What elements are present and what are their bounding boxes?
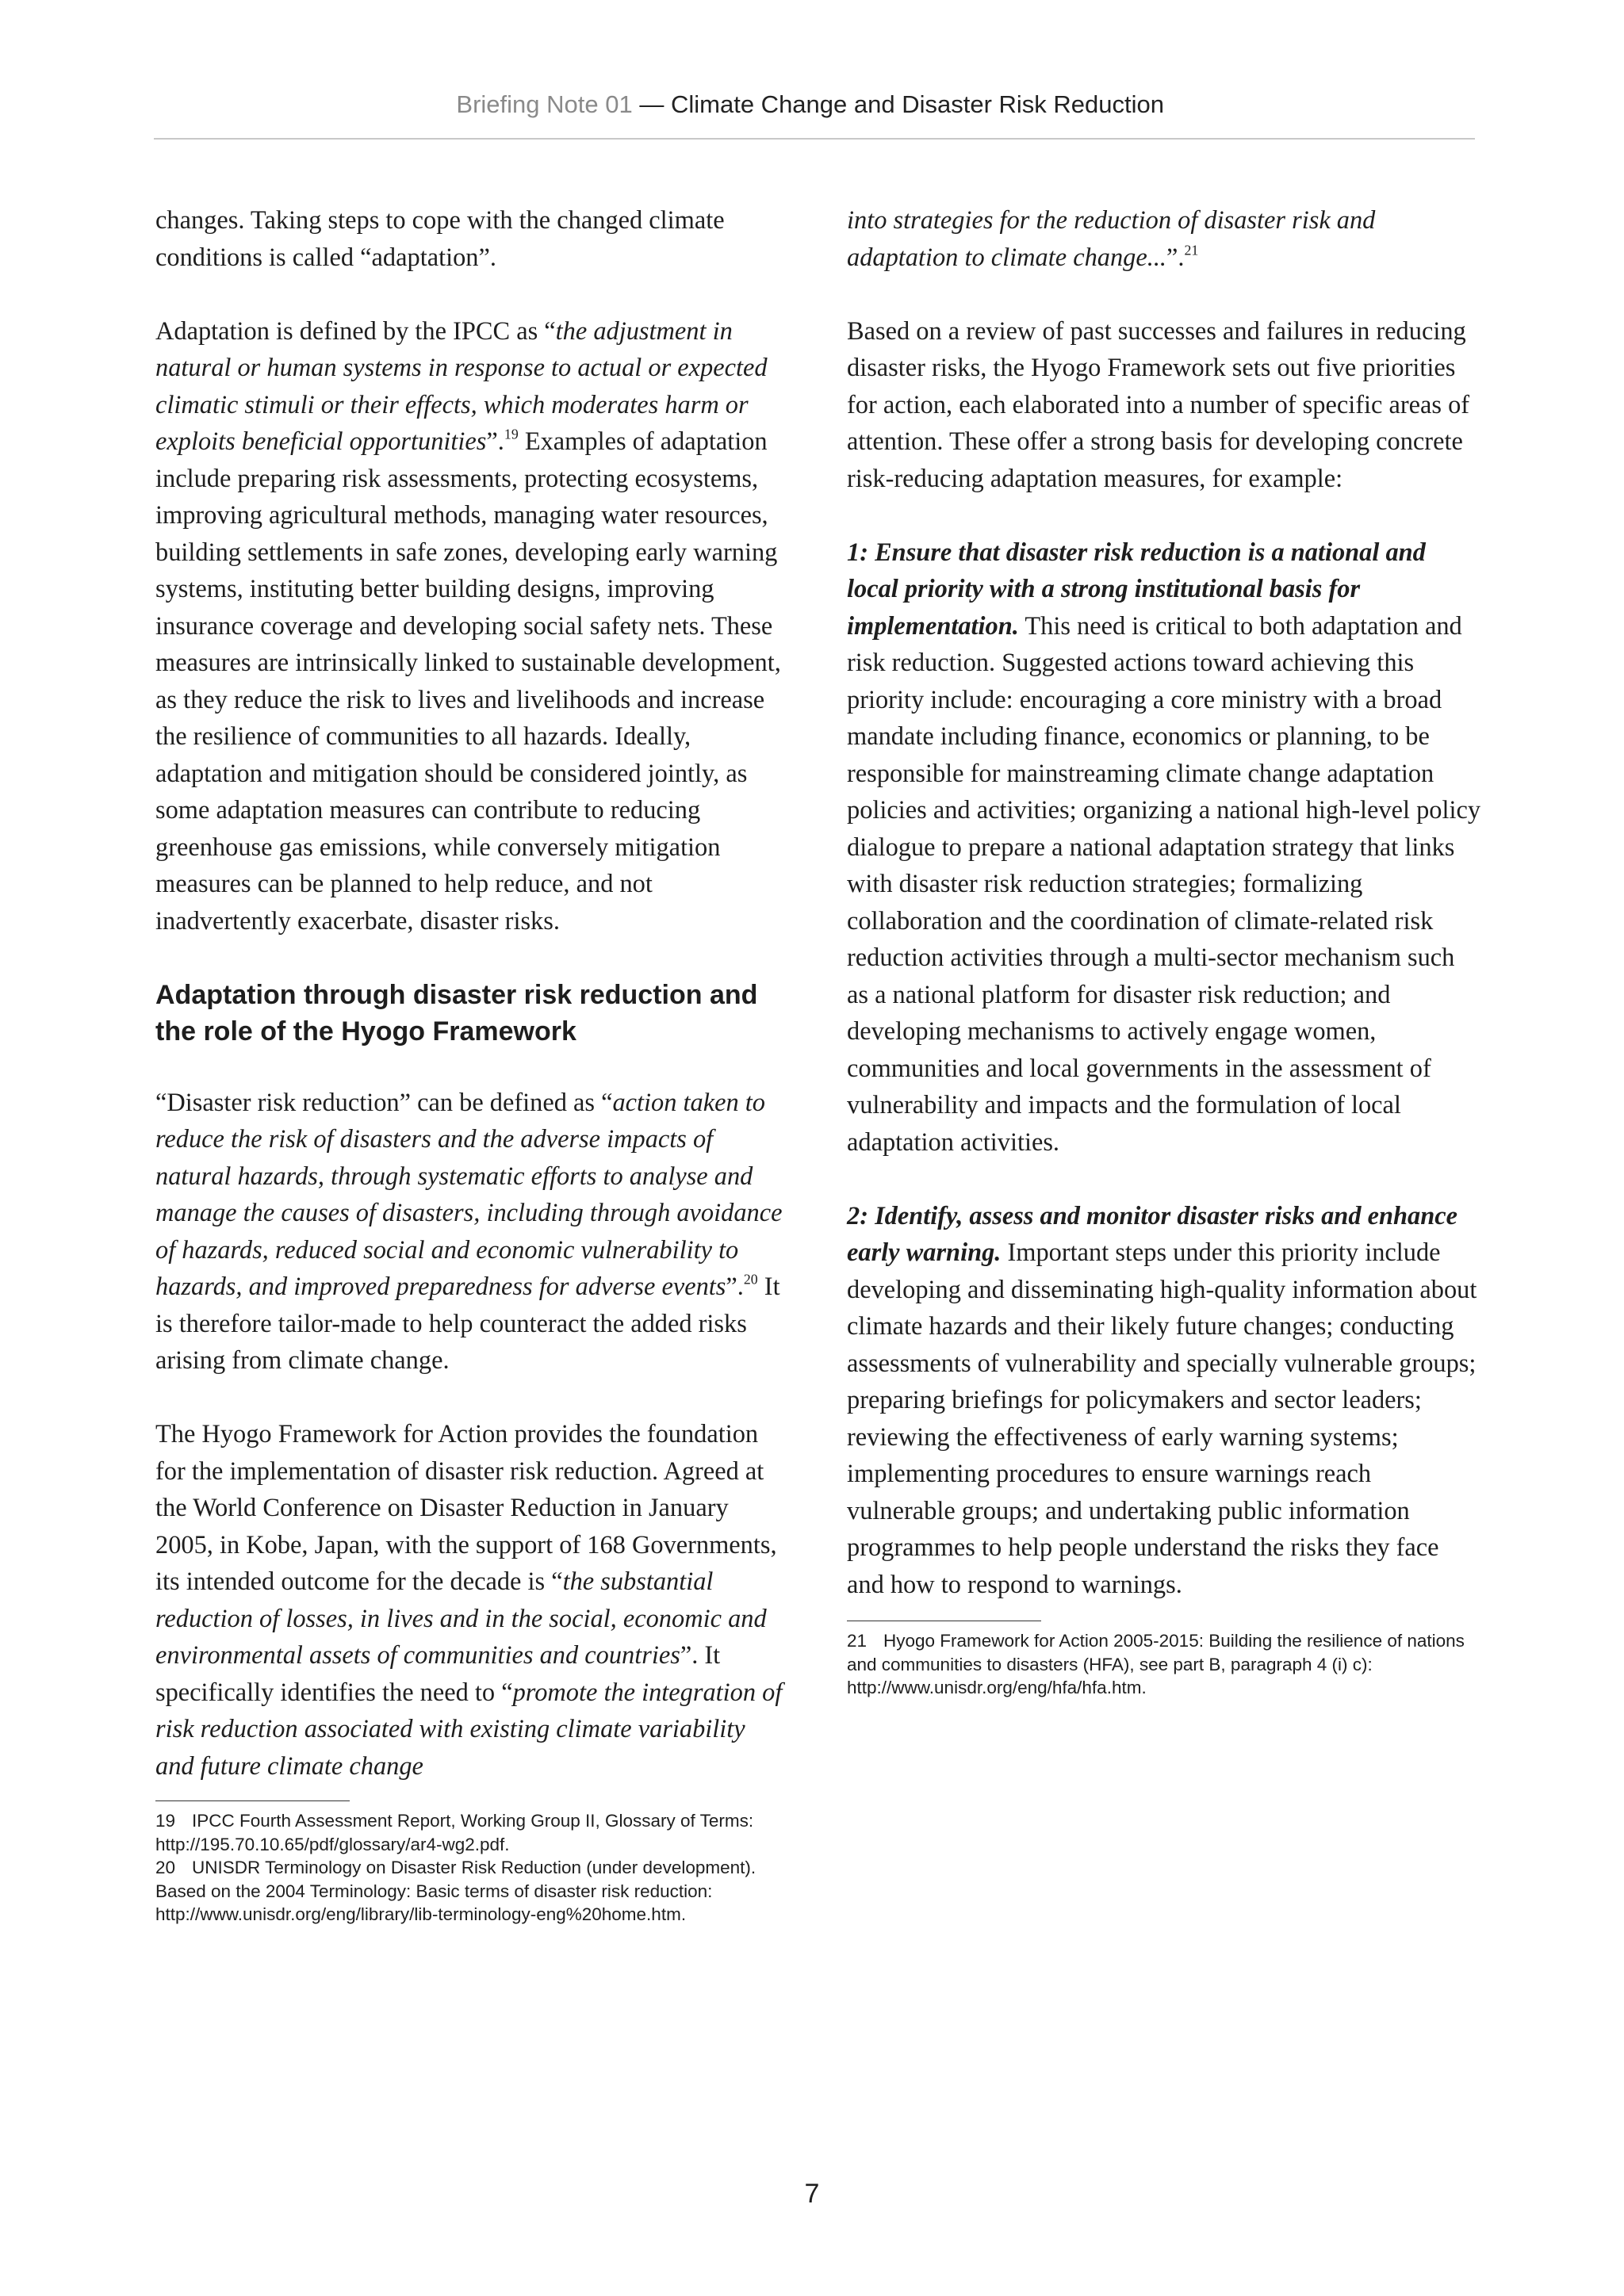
priority-title: 2: Identify, assess and monitor disaster risks and enhance early warning. [847,1201,1457,1267]
section-heading: Adaptation through disaster risk reduction and the role of the Hyogo Framework [155,979,758,1047]
drr-quote: action taken to reduce the risk of disasters and the adverse impacts of natural hazards, through systematic efforts to analyse and manage the causes of disasters, including through avoidance of hazards, reduced social and economic vulnerability to hazards, and improved preparedness for adverse events [155,1088,783,1301]
footnote-divider [155,1800,350,1801]
priority-title: 1: Ensure that disaster risk reduction is a national and local priority with a strong institutional basis for implementation. [847,538,1426,641]
footnote: 20 UNISDR Terminology on Disaster Risk Reduction (under development). Based on the 2004 Terminology: Basic terms of disaster risk reduction: http://www.unisdr.org/eng/library/lib-terminology-eng%20home.htm. [155,1858,756,1924]
running-header [154,90,1475,140]
footnote-ref: 20 [743,1271,758,1288]
paragraph: Based on a review of past successes and failures in reducing disaster risks, the Hyogo Framework sets out five priorities for action, each elaborated into a number of specific areas of attention. These offer a strong basis for developing concrete risk-reducing adaptation measures, for example: [847,316,1470,493]
paragraph-continued-quote: into strategies for the reduction of disaster risk and adaptation to climate change...”.$^{21}$ [847,206,1376,272]
paragraph-hyogo-framework: The Hyogo Framework for Action provides the foundation for the implementation of disaster risk reduction. Agreed at the World Conference on Disaster Reduction in January 2005, in Kobe, Japan, with the support of 168 Governments, its intended outcome for the decade is “the substantial reduction of losses, in lives and in the social, economic and environmental assets of communities and countries”. It specifically identifies the need to “promote the integration of risk reduction associated with existing climate variability and future climate change [155,1420,783,1781]
footnote-text: UNISDR Terminology on Disaster Risk Reduction (under development). Based on the 2004 Terminology: Basic terms of disaster risk reduction: http://www.unisdr.org/eng/library/lib-terminology-eng%20home.htm. [155,1858,756,1924]
footnote: 19 IPCC Fourth Assessment Report, Working Group II, Glossary of Terms: http://195.70.10.65/pdf/glossary/ar4-wg2.pdf. [155,1811,754,1854]
right-column [847,202,1481,1700]
paragraph-adaptation-definition: Adaptation is defined by the IPCC as “the adjustment in natural or human systems in response to actual or expected climatic stimuli or their effects, which moderates harm or exploits beneficial opportunities”.$^{19}$ Examples of adaptation include preparing risk assessments, protecting ecosystems, improving agricultural methods, managing water resources, building settlements in safe zones, developing early warning systems, instituting better building designs, improving insurance coverage and developing social safety nets. These measures are intrinsically linked to sustainable development, as they reduce the risk to lives and livelihoods and increase the resilience of communities to all hazards. Ideally, adaptation and mitigation should be considered jointly, as some adaptation measures can contribute to reducing greenhouse gas emissions, while conversely mitigation measures can be planned to help reduce, and not inadvertently exacerbate, disaster risks. [155,316,781,936]
left-column [155,202,790,1927]
ipcc-quote: the adjustment in natural or human systems in response to actual or expected climatic stimuli or their effects, which moderates harm or exploits beneficial opportunities [155,316,768,456]
paragraph-drr-definition: “Disaster risk reduction” can be defined as “action taken to reduce the risk of disasters and the adverse impacts of natural hazards, through systematic efforts to analyse and manage the causes of disasters, including through avoidance of hazards, reduced social and economic vulnerability to hazards, and improved preparedness for adverse events”.$^{20}$ It is therefore tailor-made to help counteract the added risks arising from climate change. [155,1088,783,1375]
footnote-text: IPCC Fourth Assessment Report, Working Group II, Glossary of Terms: http://195.70.10.65/pdf/glossary/ar4-wg2.pdf. [155,1811,754,1854]
hyogo-quote-2: promote the integration of risk reduction associated with existing climate variability and future climate change [155,1678,783,1781]
header-dash: — [639,90,665,118]
footnote-ref: 19 [504,426,519,442]
page-number: 7 [804,2179,820,2209]
footnote: 21 Hyogo Framework for Action 2005-2015: Building the resilience of nations and communities to disasters (HFA), see part B, paragraph 4 (i) c): http://www.unisdr.org/eng/hfa/hfa.htm. [847,1631,1465,1697]
priority-1: 1: Ensure that disaster risk reduction is a national and local priority with a strong institutional basis for implementation. This need is critical to both adaptation and risk reduction. Suggested actions toward achieving this priority include: encouraging a core ministry with a broad mandate including finance, economics or planning, to be responsible for mainstreaming climate change adaptation policies and activities; organizing a national high-level policy dialogue to prepare a national adaptation strategy that links with disaster risk reduction strategies; formalizing collaboration and the coordination of climate-related risk reduction activities through a multi-sector mechanism such as a national platform for disaster risk reduction; and developing mechanisms to actively engage women, communities and local governments in the assessment of vulnerability and impacts and the formulation of local adaptation activities. [847,538,1481,1157]
paragraph: changes. Taking steps to cope with the changed climate conditions is called “adaptation”. [155,206,725,272]
footnote-ref: 21 [1184,242,1199,258]
header-text [456,90,1164,119]
header-series: Briefing Note 01 [456,90,633,118]
hyogo-quote: the substantial reduction of losses, in lives and in the social, economic and environmental assets of communities and countries [155,1567,767,1670]
footnote-text: Hyogo Framework for Action 2005-2015: Building the resilience of nations and communities to disasters (HFA), see part B, paragraph 4 (i) c): http://www.unisdr.org/eng/hfa/hfa.htm. [847,1631,1465,1697]
header-title: Climate Change and Disaster Risk Reduction [670,90,1164,118]
priority-2: 2: Identify, assess and monitor disaster risks and enhance early warning. Important steps under this priority include developing and disseminating high-quality information about climate hazards and their likely future changes; conducting assessments of vulnerability and specially vulnerable groups; preparing briefings for policymakers and sector leaders; reviewing the effectiveness of early warning systems; implementing procedures to ensure warnings reach vulnerable groups; and undertaking public information programmes to help people understand the risks they face and how to respond to warnings. [847,1201,1477,1599]
